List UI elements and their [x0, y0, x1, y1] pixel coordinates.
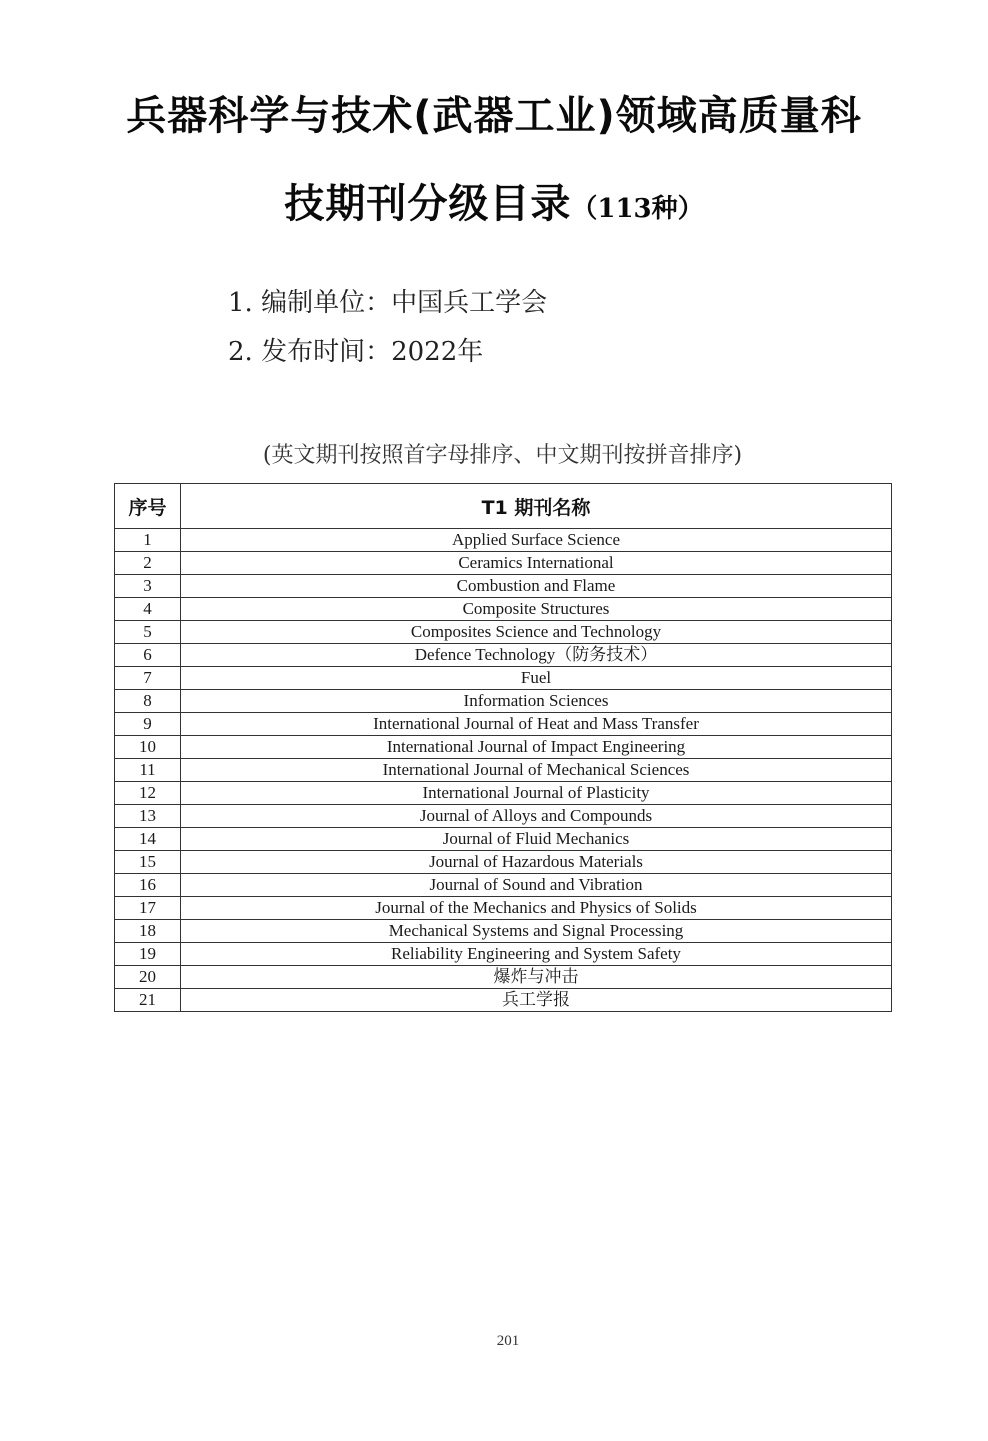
row-serial-number: 11 [115, 759, 181, 782]
row-serial-number: 1 [115, 529, 181, 552]
row-journal-name: Journal of Sound and Vibration [181, 874, 892, 897]
row-journal-name: Mechanical Systems and Signal Processing [181, 920, 892, 943]
table-row [115, 874, 892, 897]
row-serial-number: 10 [115, 736, 181, 759]
journal-table-body [115, 529, 892, 1012]
table-row [115, 966, 892, 989]
table-row [115, 805, 892, 828]
compiler-info: 1. 编制单位：中国兵工学会 [228, 288, 548, 318]
row-journal-name: 兵工学报 [181, 989, 892, 1012]
table-row [115, 759, 892, 782]
sorting-note: (英文期刊按照首字母排序、中文期刊按拼音排序) [262, 443, 743, 468]
row-journal-name: Combustion and Flame [181, 575, 892, 598]
row-journal-name: Journal of Fluid Mechanics [181, 828, 892, 851]
table-row [115, 713, 892, 736]
table-row [115, 598, 892, 621]
release-date-info: 2. 发布时间：2022年 [228, 337, 484, 367]
row-serial-number: 14 [115, 828, 181, 851]
row-journal-name: International Journal of Impact Engineering [181, 736, 892, 759]
row-serial-number: 5 [115, 621, 181, 644]
page-number: 201 [496, 1333, 520, 1349]
row-serial-number: 12 [115, 782, 181, 805]
header-serial-number: 序号 [115, 484, 181, 529]
table-header-row [115, 484, 892, 529]
row-journal-name: International Journal of Plasticity [181, 782, 892, 805]
table-row [115, 575, 892, 598]
row-serial-number: 21 [115, 989, 181, 1012]
row-serial-number: 18 [115, 920, 181, 943]
row-journal-name: Fuel [181, 667, 892, 690]
table-row [115, 897, 892, 920]
row-journal-name: Information Sciences [181, 690, 892, 713]
journal-count: （113种） [571, 194, 704, 224]
row-journal-name: Defence Technology（防务技术） [181, 644, 892, 667]
row-journal-name: Reliability Engineering and System Safety [181, 943, 892, 966]
table-row [115, 989, 892, 1012]
row-serial-number: 2 [115, 552, 181, 575]
row-serial-number: 16 [115, 874, 181, 897]
table-row [115, 851, 892, 874]
row-serial-number: 3 [115, 575, 181, 598]
row-serial-number: 17 [115, 897, 181, 920]
row-journal-name: Journal of Hazardous Materials [181, 851, 892, 874]
document-title-line-1: 兵器科学与技术(武器工业)领域高质量科 [126, 93, 862, 139]
document-title-line-2 [0, 172, 988, 229]
table-row [115, 529, 892, 552]
table-row [115, 828, 892, 851]
row-serial-number: 4 [115, 598, 181, 621]
row-journal-name: Journal of the Mechanics and Physics of Solids [181, 897, 892, 920]
row-serial-number: 19 [115, 943, 181, 966]
row-journal-name: Ceramics International [181, 552, 892, 575]
row-serial-number: 9 [115, 713, 181, 736]
row-journal-name: Journal of Alloys and Compounds [181, 805, 892, 828]
table-row [115, 667, 892, 690]
table-row [115, 736, 892, 759]
row-serial-number: 13 [115, 805, 181, 828]
row-journal-name: Composites Science and Technology [181, 621, 892, 644]
table-row [115, 782, 892, 805]
journal-table [114, 483, 892, 1012]
row-journal-name: Composite Structures [181, 598, 892, 621]
document-title-text: 技期刊分级目录 [284, 181, 572, 227]
table-row [115, 552, 892, 575]
row-serial-number: 8 [115, 690, 181, 713]
table-row [115, 943, 892, 966]
table-row [115, 920, 892, 943]
row-serial-number: 7 [115, 667, 181, 690]
row-journal-name: International Journal of Heat and Mass Transfer [181, 713, 892, 736]
table-row [115, 644, 892, 667]
row-serial-number: 15 [115, 851, 181, 874]
row-journal-name: 爆炸与冲击 [181, 966, 892, 989]
row-serial-number: 6 [115, 644, 181, 667]
row-journal-name: International Journal of Mechanical Sciences [181, 759, 892, 782]
table-row [115, 621, 892, 644]
header-journal-name: T1 期刊名称 [181, 484, 892, 529]
row-serial-number: 20 [115, 966, 181, 989]
row-journal-name: Applied Surface Science [181, 529, 892, 552]
table-row [115, 690, 892, 713]
